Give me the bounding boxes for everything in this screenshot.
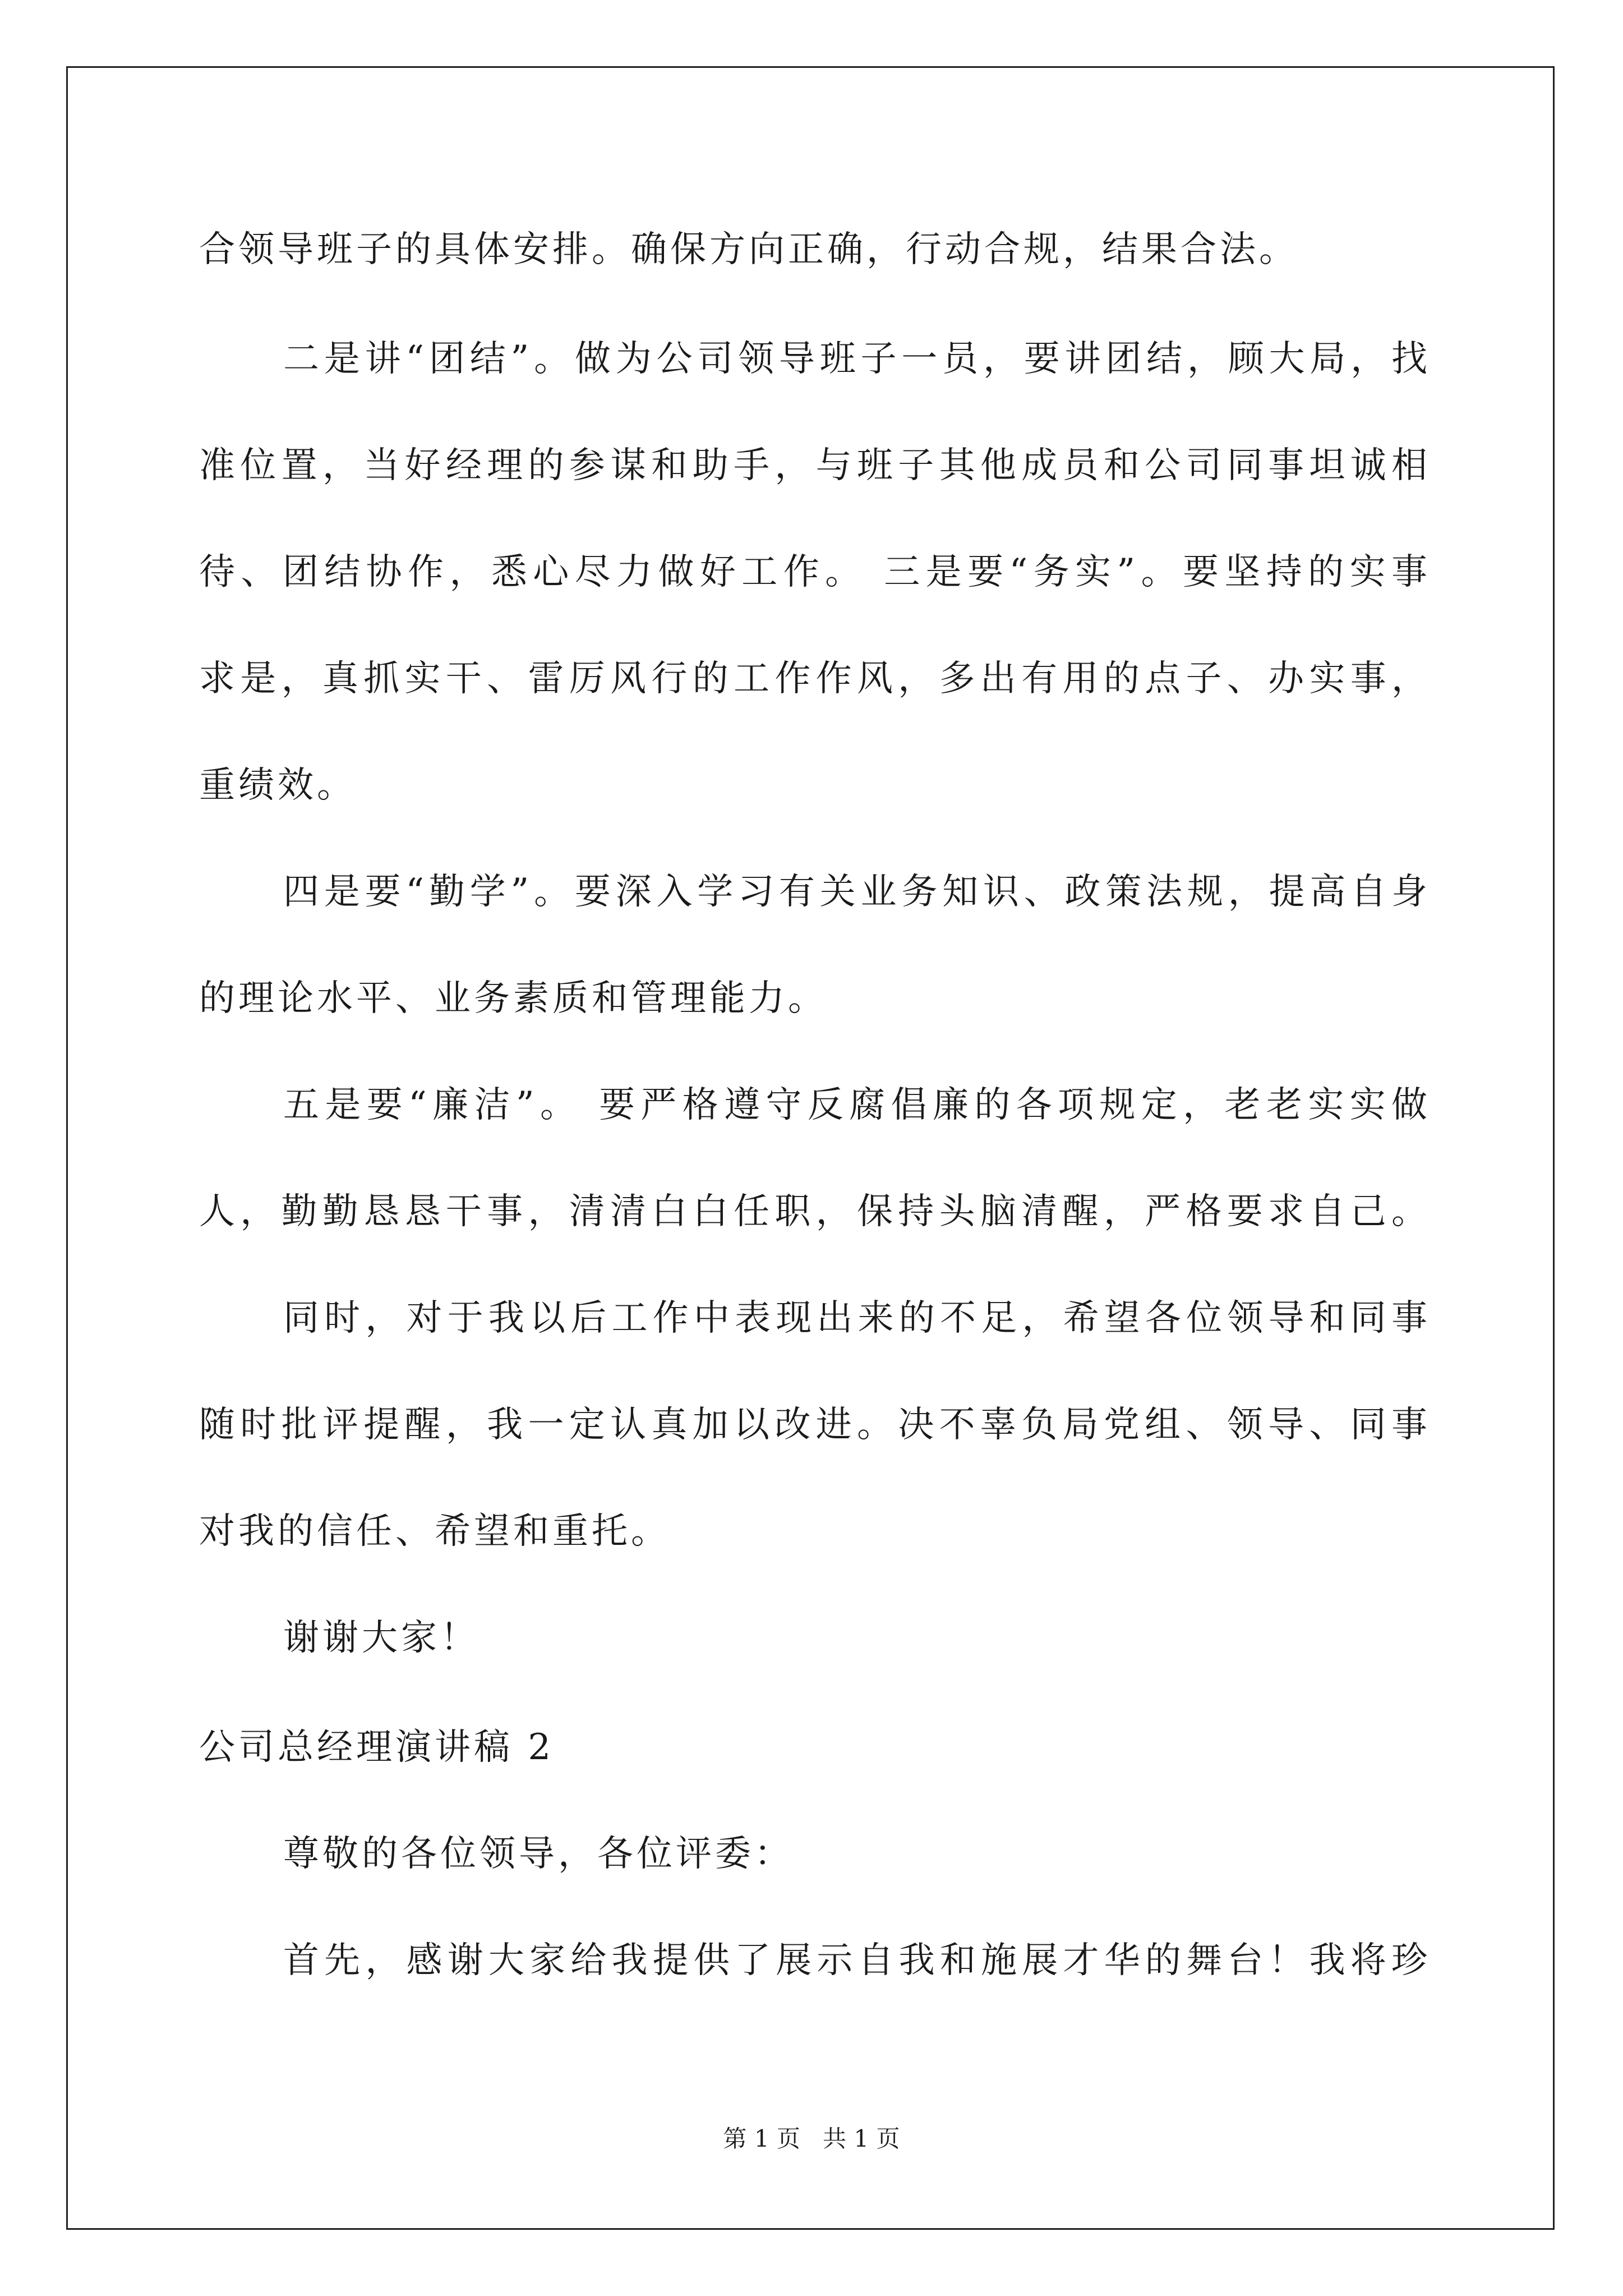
text-line-14: 谢谢大家！ (283, 1617, 479, 1659)
page-frame (66, 66, 1555, 2230)
text-line-6: 重绩效。 (199, 765, 356, 806)
text-line-4: 待、团结协作，悉心尽力做好工作。 三是要“务实”。要坚持的实事 (199, 551, 1427, 593)
text-line-10: 人，勤勤恳恳干事，清清白白任职，保持头脑清醒，严格要求自己。 (199, 1191, 1427, 1232)
text-line-9: 五是要“廉洁”。 要严格遵守反腐倡廉的各项规定，老老实实做 (283, 1084, 1427, 1126)
text-line-17: 首先，感谢大家给我提供了展示自我和施展才华的舞台！我将珍 (283, 1940, 1427, 1981)
text-line-16: 尊敬的各位领导，各位评委： (283, 1833, 794, 1875)
text-line-2: 二是讲“团结”。做为公司领导班子一员，要讲团结，顾大局，找 (283, 338, 1427, 380)
text-line-3: 准位置，当好经理的参谋和助手，与班子其他成员和公司同事坦诚相 (199, 445, 1427, 486)
text-line-5: 求是，真抓实干、雷厉风行的工作作风，多出有用的点子、办实事， (199, 658, 1427, 700)
text-line-8: 的理论水平、业务素质和管理能力。 (199, 978, 827, 1019)
section-heading: 公司总经理演讲稿 2 (199, 1727, 555, 1768)
text-line-12: 随时批评提醒，我一定认真加以改进。决不辜负局党组、领导、同事 (199, 1404, 1427, 1446)
text-line-1: 合领导班子的具体安排。确保方向正确，行动合规，结果合法。 (199, 229, 1298, 270)
text-line-7: 四是要“勤学”。要深入学习有关业务知识、政策法规，提高自身 (283, 871, 1427, 913)
text-line-13: 对我的信任、希望和重托。 (199, 1511, 670, 1552)
page-footer: 第 1 页 共 1 页 (723, 2125, 900, 2152)
text-line-11: 同时，对于我以后工作中表现出来的不足，希望各位领导和同事 (283, 1297, 1427, 1339)
